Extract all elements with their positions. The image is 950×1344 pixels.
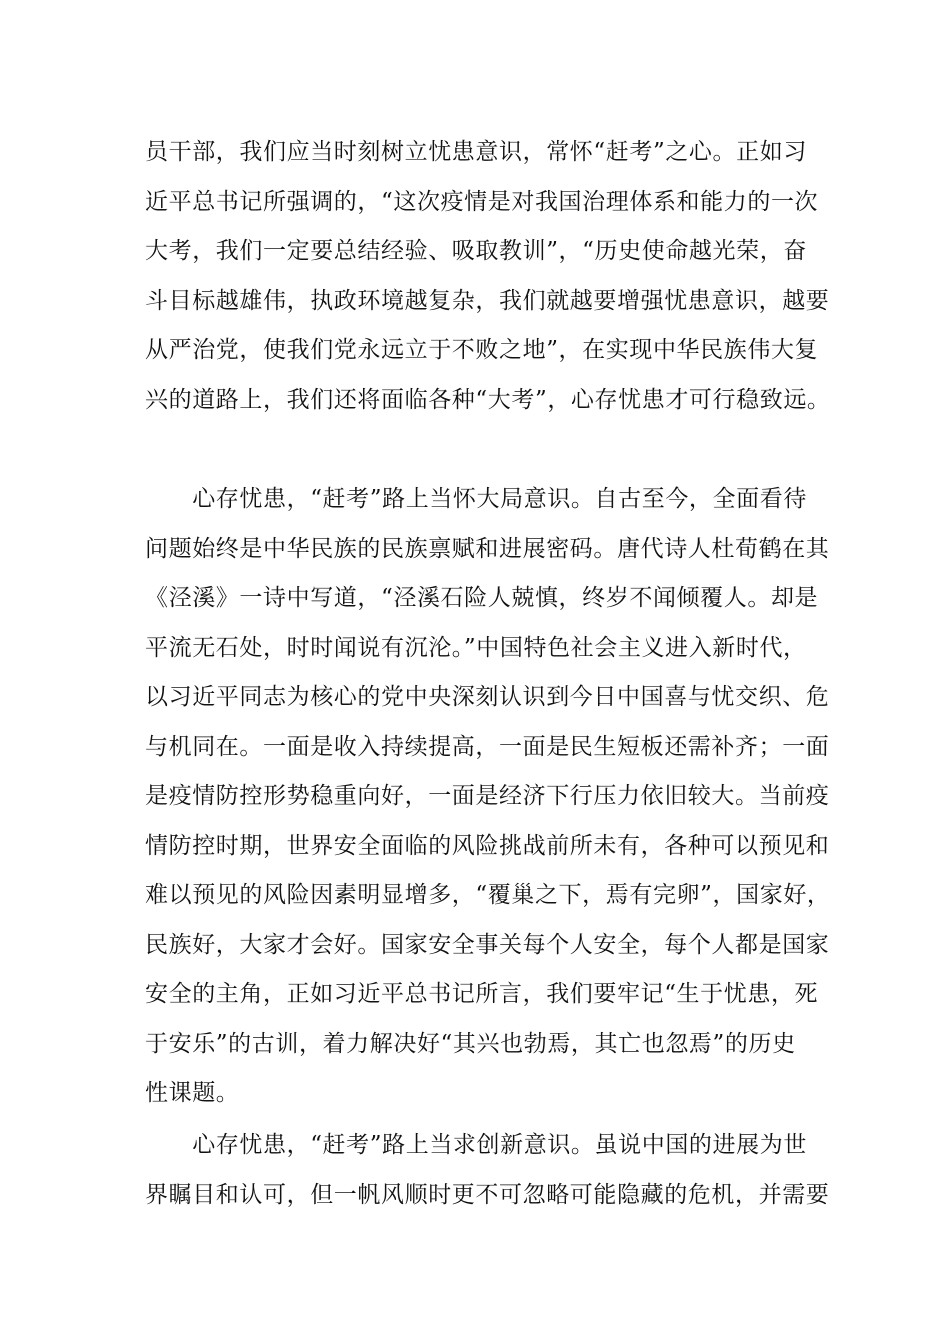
text-line: 大考，我们一定要总结经验、吸取教训”，“历史使命越光荣，奋 <box>145 238 807 264</box>
text-line: 是疫情防控形势稳重向好，一面是经济下行压力依旧较大。当前疫 <box>145 783 830 809</box>
text-line: 民族好，大家才会好。国家安全事关每个人安全，每个人都是国家 <box>145 931 830 958</box>
text-line: 员干部，我们应当时刻树立忧患意识，常怀“赶考”之心。正如习 <box>145 139 807 165</box>
text-line: 心存忧患，“赶考”路上当求创新意识。虽说中国的进展为世 <box>145 1132 807 1158</box>
text-line: 心存忧患，“赶考”路上当怀大局意识。自古至今，全面看待 <box>145 486 807 512</box>
paragraph-1 <box>145 128 831 425</box>
text-line: 斗目标越雄伟，执政环境越复杂，我们就越要增强忧患意识，越要 <box>145 287 830 314</box>
text-line: 于安乐”的古训，着力解决好“其兴也勃焉，其亡也忽焉”的历史 <box>145 1030 796 1057</box>
text-line: 《泾溪》一诗中写道，“泾溪石险人兢慎，终岁不闻倾覆人。却是 <box>145 585 819 611</box>
text-line: 以习近平同志为核心的党中央深刻认识到今日中国喜与忧交织、危 <box>145 684 830 710</box>
text-line: 情防控时期，世界安全面临的风险挑战前所未有，各种可以预见和 <box>145 832 830 859</box>
text-line: 问题始终是中华民族的民族禀赋和进展密码。唐代诗人杜荀鹤在其 <box>145 535 830 562</box>
text-line: 从严治党，使我们党永远立于不败之地”，在实现中华民族伟大复 <box>145 337 819 363</box>
text-line: 与机同在。一面是收入持续提高，一面是民生短板还需补齐；一面 <box>145 733 830 760</box>
text-line: 平流无石处，时时闻说有沉沦。”中国特色社会主义进入新时代， <box>145 634 807 661</box>
text-line: 难以预见的风险因素明显增多，“覆巢之下，焉有完卵”，国家好， <box>145 882 831 908</box>
text-line: 安全的主角，正如习近平总书记所言，我们要牢记“生于忧患，死 <box>145 981 819 1007</box>
text-line: 性课题。 <box>145 1080 240 1106</box>
paragraph-2 <box>145 475 831 1119</box>
paragraph-3 <box>145 1121 830 1220</box>
text-line: 近平总书记所强调的，“这次疫情是对我国治理体系和能力的一次 <box>145 188 819 215</box>
text-line: 兴的道路上，我们还将面临各种“大考”，心存忧患才可行稳致远。 <box>145 386 831 413</box>
text-line: 界瞩目和认可，但一帆风顺时更不可忽略可能隐藏的危机，并需要 <box>145 1181 830 1208</box>
